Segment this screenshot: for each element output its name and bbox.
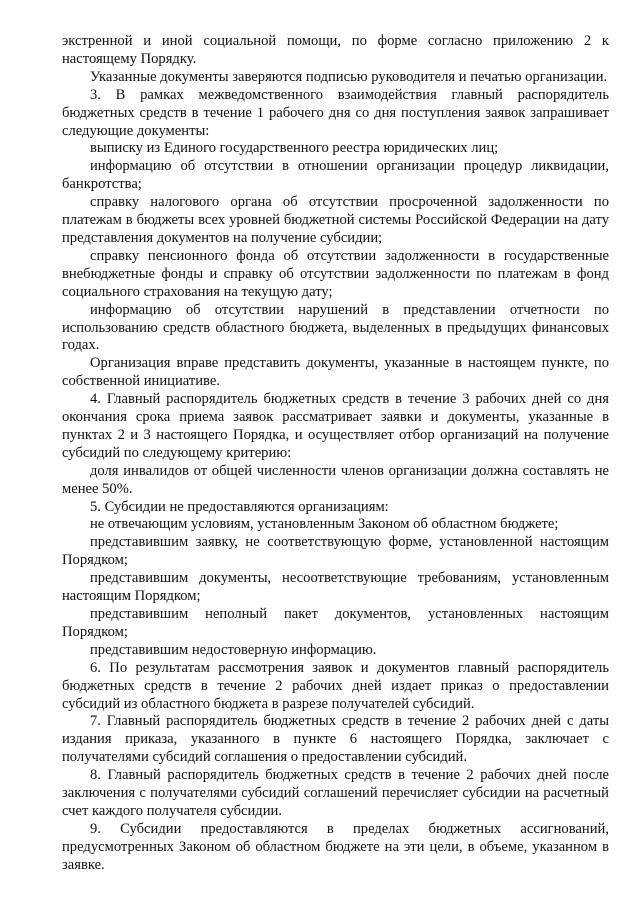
- paragraph: 3. В рамках межведомственного взаимодействия главный распорядитель бюджетных средств в течение 1 рабочего дня со дня поступления заявок запрашивает следующие документы:: [62, 86, 609, 139]
- paragraph: представившим заявку, не соответствующую форме, установленной настоящим Порядком;: [62, 534, 609, 569]
- paragraph: 8. Главный распорядитель бюджетных средств в течение 2 рабочих дней после заключения с получателями субсидий соглашений перечисляет субсидии на расчетный счет каждого получателя субсидии.: [62, 767, 609, 819]
- paragraph: представившим неполный пакет документов, установленных настоящим Порядком;: [62, 606, 609, 640]
- paragraph: Организация вправе представить документы, указанные в настоящем пункте, по собственной инициативе.: [62, 355, 609, 390]
- paragraph: информацию об отсутствии нарушений в представлении отчетности по использованию средств областного бюджета, выделенных в предыдущих финансовых годах.: [62, 301, 609, 354]
- paragraph: выписку из Единого государственного реестра юридических лиц;: [90, 140, 499, 157]
- paragraph: представившим документы, несоответствующие требованиям, установленным настоящим Порядком;: [62, 570, 609, 605]
- paragraph: Указанные документы заверяются подписью руководителя и печатью организации.: [90, 68, 608, 85]
- paragraph: справку налогового органа об отсутствии просроченной задолженности по платежам в бюджеты всех уровней бюджетной системы Российской Федерации на дату представления документов на получение субсидии;: [62, 194, 609, 246]
- paragraph: 4. Главный распорядитель бюджетных средств в течение 3 рабочих дней со дня окончания срока приема заявок рассматривает заявки и документы, указанные в пунктах 2 и 3 настоящего Порядка, и осуществляет отбор организаций на получение субсидий по следующему критерию:: [62, 391, 609, 461]
- paragraph: 9. Субсидии предоставляются в пределах бюджетных ассигнований, предусмотренных Законом об областном бюджете на эти цели, в объеме, указанном в заявке.: [62, 820, 609, 873]
- paragraph: представившим недостоверную информацию.: [90, 641, 377, 658]
- paragraph: не отвечающим условиям, установленным Законом об областном бюджете;: [90, 516, 559, 533]
- paragraph: доля инвалидов от общей численности членов организации должна составлять не менее 50%.: [62, 462, 609, 497]
- paragraph: информацию об отсутствии в отношении организации процедур ликвидации, банкротства;: [62, 158, 609, 193]
- paragraph: 7. Главный распорядитель бюджетных средств в течение 2 рабочих дней с даты издания приказа, указанного в пункте 6 настоящего Порядка, заключает с получателями субсидий соглашения о предоставлении субсидий.: [62, 713, 609, 766]
- paragraph: справку пенсионного фонда об отсутствии задолженности в государственные внебюджетные фонды и справку об отсутствии задолженности по платежам в фонд социального страхования на текущую дату;: [62, 247, 609, 300]
- paragraph: экстренной и иной социальной помощи, по форме согласно приложению 2 к настоящему Порядку.: [62, 33, 609, 67]
- paragraph: 6. По результатам рассмотрения заявок и документов главный распорядитель бюджетных средств в течение 2 рабочих дней издает приказ о предоставлении субсидий из областного бюджета в разрезе получателей субсидий.: [62, 659, 609, 712]
- paragraph: 5. Субсидии не предоставляются организациям:: [90, 498, 389, 515]
